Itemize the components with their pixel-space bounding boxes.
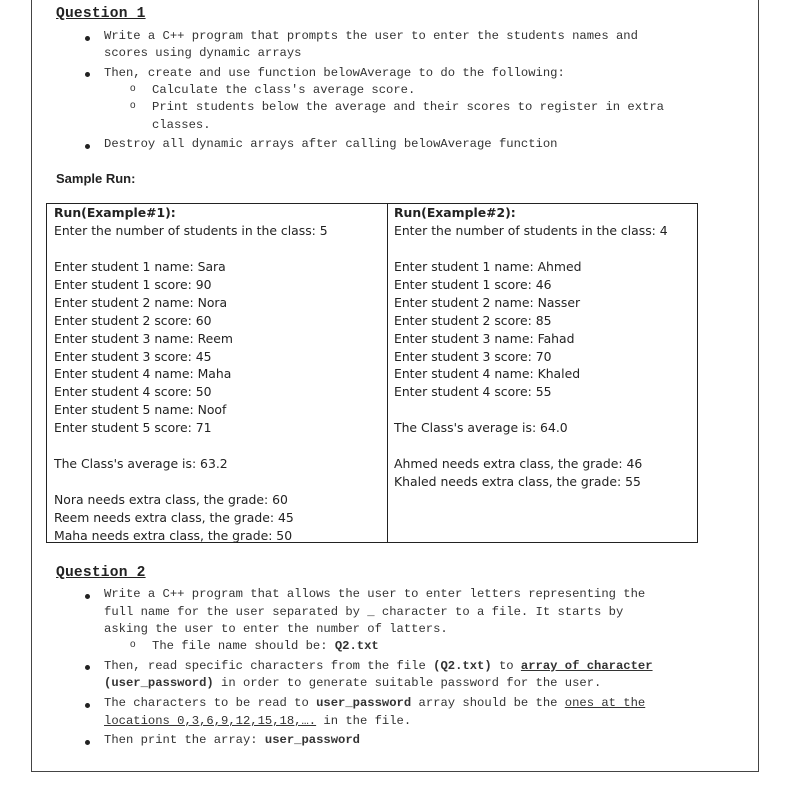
example2-title: Run(Example#2): — [394, 205, 516, 220]
q1-bullet1-line1: Write a C++ program that prompts the user to enter the students names and — [104, 29, 638, 43]
example1-prompt: Enter the number of students in the class: 5 — [54, 223, 328, 238]
example1-line: Enter student 1 name: Sara — [54, 259, 226, 274]
q1-sub1: Calculate the class's average score. — [152, 83, 416, 97]
q2-b2-var: (user_password) — [104, 676, 214, 690]
question-1-title: Question 1 — [56, 6, 146, 22]
example2-average: The Class's average is: 64.0 — [394, 420, 568, 435]
example1-line: Enter student 1 score: 90 — [54, 277, 212, 292]
hollow-bullet-icon: o — [130, 83, 136, 94]
q1-bullet2: Then, create and use function belowAverage to do the following: — [104, 66, 565, 80]
bullet-icon — [85, 703, 90, 708]
example1-line: Enter student 5 score: 71 — [54, 420, 212, 435]
example1-extra: Maha needs extra class, the grade: 50 — [54, 528, 293, 543]
q2-bullet2-line1 — [104, 659, 653, 673]
q2-b2-file: (Q2.txt) — [433, 659, 492, 673]
q1-sub2-line2: classes. — [152, 118, 211, 132]
q2-bullet1-line3: asking the user to enter the number of latters. — [104, 622, 448, 636]
bullet-icon — [85, 740, 90, 745]
q2-b3-var: user_password — [316, 696, 412, 710]
q2-file-name-line — [152, 639, 379, 653]
q2-bullet3-line2 — [104, 714, 411, 728]
q2-file-name: Q2.txt — [334, 639, 379, 653]
example2-line: Enter student 2 name: Nasser — [394, 295, 581, 310]
example1-line: Enter student 3 name: Reem — [54, 331, 233, 346]
example2-line: Enter student 1 name: Ahmed — [394, 259, 582, 274]
example1-extra: Nora needs extra class, the grade: 60 — [54, 492, 288, 507]
q2-bullet4 — [104, 733, 360, 747]
question-2-title: Question 2 — [56, 565, 146, 581]
bullet-icon — [85, 72, 90, 77]
hollow-bullet-icon: o — [130, 639, 136, 650]
bullet-icon — [85, 144, 90, 149]
q1-bullet3: Destroy all dynamic arrays after calling belowAverage function — [104, 137, 558, 151]
q2-b2-array: array of character — [520, 659, 653, 673]
example2-line: Enter student 2 score: 85 — [394, 313, 552, 328]
q2-b2-to: to — [491, 659, 521, 673]
q2-bullet2-line2 — [104, 676, 601, 690]
example2-line: Enter student 4 name: Khaled — [394, 366, 581, 381]
q2-bullet3-line1 — [104, 696, 645, 710]
example1-line: Enter student 3 score: 45 — [54, 349, 212, 364]
example2-extra: Ahmed needs extra class, the grade: 46 — [394, 456, 643, 471]
example1-line: Enter student 2 score: 60 — [54, 313, 212, 328]
bullet-icon — [85, 665, 90, 670]
example1-extra: Reem needs extra class, the grade: 45 — [54, 510, 294, 525]
q2-file-prefix: The file name should be: — [152, 639, 335, 653]
example1-title: Run(Example#1): — [54, 205, 176, 220]
q2-b4-var: user_password — [264, 733, 360, 747]
example1-average: The Class's average is: 63.2 — [54, 456, 228, 471]
q2-b3-mid: array should be the — [411, 696, 565, 710]
q2-b2-text: Then, read specific characters from the file — [104, 659, 434, 673]
example2-line: Enter student 3 score: 70 — [394, 349, 552, 364]
q2-b3-end: in the file. — [316, 714, 412, 728]
q1-sub2-line1: Print students below the average and their scores to register in extra — [152, 100, 664, 114]
example2-line: Enter student 3 name: Fahad — [394, 331, 575, 346]
example2-line: Enter student 1 score: 46 — [394, 277, 552, 292]
q2-b3-locations: locations 0,3,6,9,12,15,18,…. — [104, 714, 317, 728]
q2-bullet1-line1: Write a C++ program that allows the user to enter letters representing the — [104, 587, 646, 601]
sample-run-label: Sample Run: — [56, 171, 136, 186]
bullet-icon — [85, 594, 90, 599]
q2-b4-text: Then print the array: — [104, 733, 265, 747]
example1-line: Enter student 4 name: Maha — [54, 366, 232, 381]
example2-line: Enter student 4 score: 55 — [394, 384, 552, 399]
q2-b3-ones: ones at the — [564, 696, 646, 710]
q1-bullet1-line2: scores using dynamic arrays — [104, 46, 302, 60]
example1-line: Enter student 2 name: Nora — [54, 295, 228, 310]
table-divider — [387, 204, 388, 542]
q2-b2-rest: in order to generate suitable password for the user. — [213, 676, 602, 690]
example1-line: Enter student 4 score: 50 — [54, 384, 212, 399]
example2-extra: Khaled needs extra class, the grade: 55 — [394, 474, 641, 489]
example2-prompt: Enter the number of students in the class: 4 — [394, 223, 668, 238]
hollow-bullet-icon: o — [130, 100, 136, 111]
q2-bullet1-line2: full name for the user separated by _ character to a file. It starts by — [104, 605, 624, 619]
example1-line: Enter student 5 name: Noof — [54, 402, 227, 417]
q2-b3-text: The characters to be read to — [104, 696, 317, 710]
bullet-icon — [85, 36, 90, 41]
